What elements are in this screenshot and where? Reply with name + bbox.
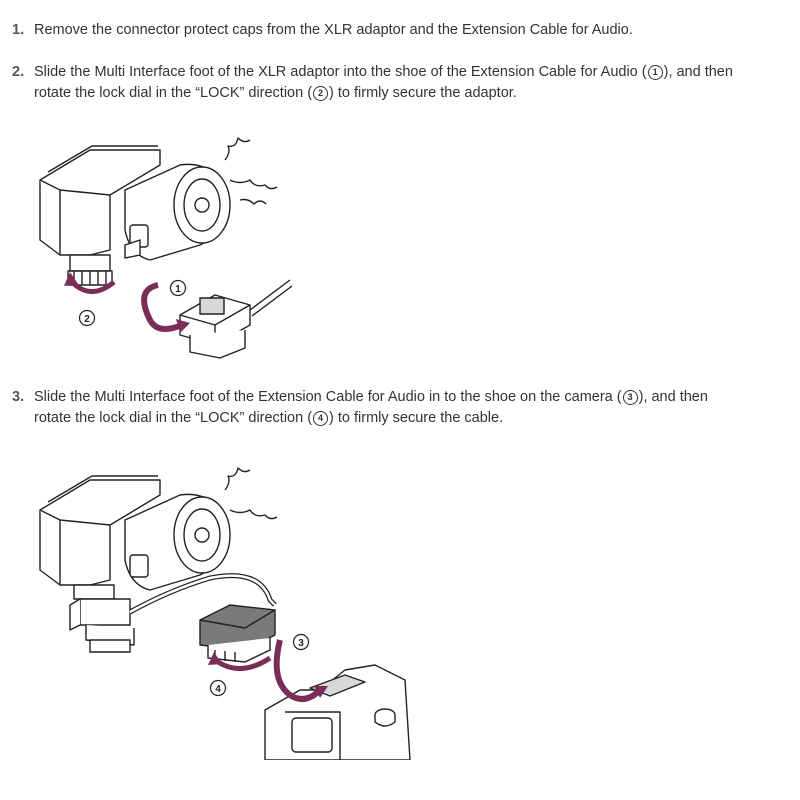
camera-illustration xyxy=(265,665,410,760)
extension-cable-illustration xyxy=(200,605,275,662)
callout-label: 1 xyxy=(175,284,181,295)
step-number: 1. xyxy=(12,22,25,38)
xlr-adaptor-illustration xyxy=(40,138,277,285)
step-text: rotate the lock dial in the “LOCK” direction ( xyxy=(34,410,313,426)
step-text: ) to firmly secure the adaptor. xyxy=(329,85,517,101)
callout-label: 2 xyxy=(84,314,90,325)
circled-number-marker: 2 xyxy=(313,86,328,101)
step-text: ), and then xyxy=(663,64,733,80)
figure-xlr-adaptor-attach xyxy=(30,120,310,360)
circled-number-marker: 3 xyxy=(623,390,638,405)
extension-cable-illustration xyxy=(180,280,292,358)
step-number: 2. xyxy=(12,64,25,80)
circled-number-marker: 1 xyxy=(648,65,663,80)
circled-number-marker: 4 xyxy=(313,411,328,426)
step-text: Remove the connector protect caps from the XLR adaptor and the Extension Cable for Audio. xyxy=(34,22,633,38)
callout-label: 3 xyxy=(298,638,304,649)
step-text: rotate the lock dial in the “LOCK” direction ( xyxy=(34,85,313,101)
step-text: Slide the Multi Interface foot of the XLR adaptor into the shoe of the Extension Cable for Audio ( xyxy=(34,64,647,80)
figure-extension-cable-attach xyxy=(30,450,420,760)
callout-label: 4 xyxy=(215,684,221,695)
step-number: 3. xyxy=(12,389,25,405)
step-text: Slide the Multi Interface foot of the Extension Cable for Audio in to the shoe on the camera ( xyxy=(34,389,622,405)
step-text: ), and then xyxy=(638,389,708,405)
step-text: ) to firmly secure the cable. xyxy=(329,410,504,426)
